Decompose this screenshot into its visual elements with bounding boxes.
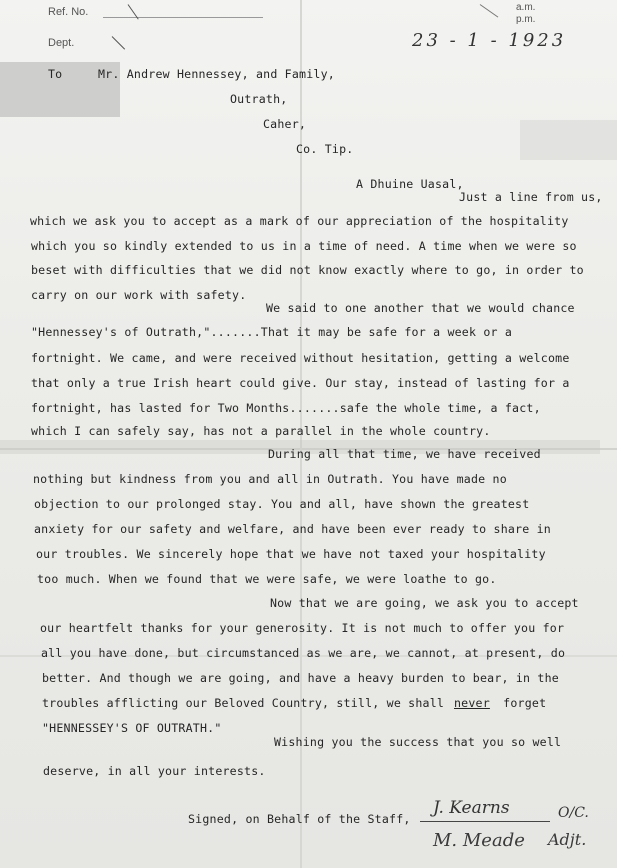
- body-line: all you have done, but circumstanced as we are, we cannot, at present, do: [41, 646, 566, 660]
- body-line: "HENNESSEY'S OF OUTRATH.": [42, 721, 222, 735]
- signature-title: O/C.: [558, 805, 589, 821]
- signature-rule: [420, 821, 550, 822]
- body-line: beset with difficulties that we did not know exactly where to go, in order to: [31, 263, 584, 277]
- letter-date: 23 - 1 - 1923: [412, 30, 567, 51]
- dept-mark: [112, 36, 125, 49]
- body-line: During all that time, we have received: [268, 447, 541, 461]
- body-line: our heartfelt thanks for your generosity. It is not much to offer you for: [40, 621, 565, 635]
- body-line: our troubles. We sincerely hope that we have not taxed your hospitality: [36, 547, 546, 561]
- address-line: Mr. Andrew Hennessey, and Family,: [98, 67, 335, 81]
- body-line: fortnight, has lasted for Two Months.......safe the whole time, a fact,: [31, 401, 541, 415]
- body-line: better. And though we are going, and have a heavy burden to bear, in the: [42, 671, 559, 685]
- ref-rule: [103, 17, 263, 18]
- body-line: Just a line from us,: [459, 190, 603, 204]
- address-line: Outrath,: [230, 92, 288, 106]
- signature-title: Adjt.: [548, 830, 587, 849]
- body-line: which I can safely say, has not a parallel in the whole country.: [31, 424, 491, 438]
- signed-line: Signed, on Behalf of the Staff,: [188, 812, 411, 826]
- salutation: A Dhuine Uasal,: [356, 177, 464, 191]
- body-line: carry on our work with safety.: [31, 288, 247, 302]
- body-line: anxiety for our safety and welfare, and have been ever ready to share in: [34, 522, 551, 536]
- address-line: Caher,: [263, 117, 307, 131]
- body-line: "Hennessey's of Outrath,".......That it may be safe for a week or a: [31, 325, 513, 339]
- signature-meade: M. Meade: [433, 830, 525, 851]
- dept-label: Dept.: [48, 37, 75, 49]
- body-line: nothing but kindness from you and all in Outrath. You have made no: [33, 472, 507, 486]
- ref-label: Ref. No.: [48, 6, 89, 18]
- body-line: troubles afflicting our Beloved Country, still, we shall: [42, 696, 445, 710]
- time-mark: [480, 4, 499, 17]
- body-line: that only a true Irish heart could give. Our stay, instead of lasting for a: [31, 376, 570, 390]
- body-line: We said to one another that we would chance: [266, 301, 575, 315]
- body-line: fortnight. We came, and were received without hesitation, getting a welcome: [31, 351, 570, 365]
- body-line: Wishing you the success that you so well: [274, 735, 562, 749]
- body-line: too much. When we found that we were safe, we were loathe to go.: [37, 572, 497, 586]
- body-line: which we ask you to accept as a mark of our appreciation of the hospitality: [30, 214, 569, 228]
- underlined-word: never: [454, 696, 490, 710]
- body-line: which you so kindly extended to us in a time of need. A time when we were so: [31, 239, 577, 253]
- body-line: Now that we are going, we ask you to accept: [270, 596, 579, 610]
- body-line: forget: [496, 696, 547, 710]
- address-line: Co. Tip.: [296, 142, 354, 156]
- tape-mark: [520, 120, 617, 160]
- pm-label: p.m.: [516, 14, 536, 25]
- am-label: a.m.: [516, 2, 536, 13]
- to-label: To: [48, 67, 63, 81]
- body-line: deserve, in all your interests.: [43, 764, 266, 778]
- body-line: objection to our prolonged stay. You and all, have shown the greatest: [34, 497, 530, 511]
- signature-kearns: J. Kearns: [433, 798, 510, 818]
